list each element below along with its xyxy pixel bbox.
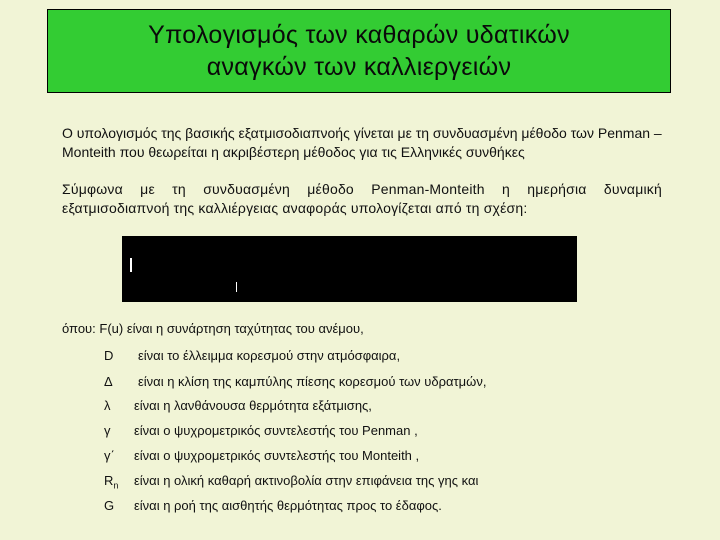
definition-text: είναι ο ψυχρομετρικός συντελεστής του Monteith ,: [134, 448, 420, 463]
definition-text: είναι η λανθάνουσα θερμότητα εξάτμισης,: [134, 398, 372, 413]
definition-symbol: D: [104, 348, 114, 363]
definition-text: είναι η ολική καθαρή ακτινοβολία στην επιφάνεια της γης και: [134, 473, 479, 488]
definition-symbol: λ: [104, 398, 111, 413]
definition-symbol: γ΄: [104, 448, 115, 463]
formula-mark: [236, 282, 237, 292]
title-line-2: αναγκών των καλλιεργειών: [206, 53, 512, 81]
method-paragraph: Σύμφωνα με τη συνδυασμένη μέθοδο Penman-Monteith η ημερήσια δυναμική εξατμισοδιαπνοή της καλλιέργειας αναφοράς υπολογίζεται από τη σχέση:: [62, 181, 662, 216]
definition-text: είναι η ροή της αισθητής θερμότητας προς το έδαφος.: [134, 498, 442, 513]
formula-mark: [130, 258, 132, 272]
title-banner: [47, 9, 671, 93]
title-line-1: Υπολογισμός των καθαρών υδατικών: [148, 21, 570, 49]
definition-symbol-rn: $R_n$: [104, 473, 119, 491]
definition-text: είναι το έλλειμμα κορεσμού στην ατμόσφαιρα,: [138, 348, 401, 363]
definition-symbol: Δ: [104, 374, 113, 389]
definition-symbol: γ: [104, 423, 111, 438]
intro-paragraph: Ο υπολογισμός της βασικής εξατμισοδιαπνοής γίνεται με τη συνδυασμένη μέθοδο των Penman – Monteith που θεωρείται η ακριβέστερη μέθοδος για τις Ελληνικές συνθήκες: [62, 125, 662, 160]
where-line: όπου: F(u) είναι η συνάρτηση ταχύτητας του ανέμου,: [62, 321, 364, 336]
definition-text: είναι η κλίση της καμπύλης πίεσης κορεσμού των υδρατμών,: [138, 374, 487, 389]
definition-symbol: G: [104, 498, 115, 513]
definition-text: είναι ο ψυχρομετρικός συντελεστής του Penman ,: [134, 423, 418, 438]
formula-image: [122, 236, 577, 302]
